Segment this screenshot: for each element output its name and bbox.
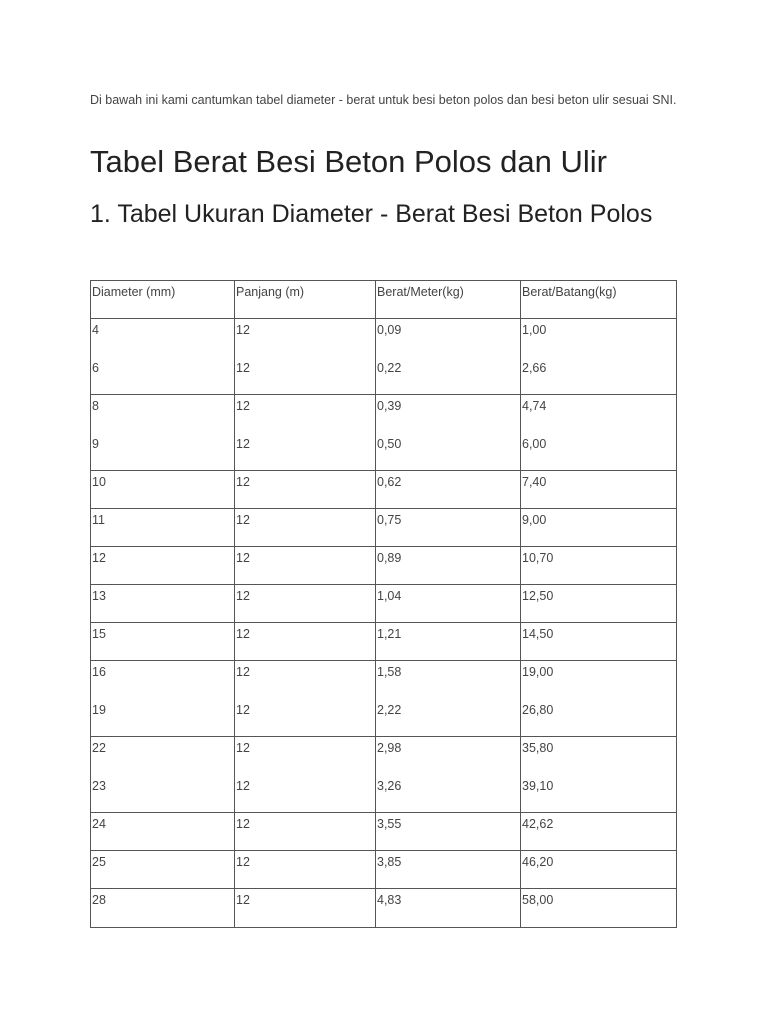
cell-value: 12 bbox=[236, 589, 250, 603]
cell-value: 4,83 bbox=[377, 893, 402, 907]
cell-value: 0,39 bbox=[377, 399, 402, 413]
cell-berat-meter bbox=[376, 851, 521, 888]
cell-diameter bbox=[91, 623, 235, 660]
cell-berat-batang bbox=[521, 547, 676, 584]
cell-panjang bbox=[235, 319, 376, 394]
cell-value: 0,50 bbox=[377, 437, 402, 451]
table-row bbox=[91, 623, 676, 661]
cell-diameter bbox=[91, 851, 235, 888]
cell-diameter bbox=[91, 661, 235, 736]
cell-diameter bbox=[91, 471, 235, 508]
cell-value: 19 bbox=[92, 703, 106, 717]
cell-diameter bbox=[91, 585, 235, 622]
table-row bbox=[91, 585, 676, 623]
table-row bbox=[91, 471, 676, 509]
cell-value: 0,75 bbox=[377, 513, 402, 527]
cell-berat-batang bbox=[521, 319, 676, 394]
cell-value: 12 bbox=[236, 817, 250, 831]
cell-value: 12 bbox=[236, 627, 250, 641]
cell-value: 2,22 bbox=[377, 703, 402, 717]
cell-value: 12 bbox=[236, 513, 250, 527]
cell-berat-batang bbox=[521, 509, 676, 546]
intro-paragraph: Di bawah ini kami cantumkan tabel diameter - berat untuk besi beton polos dan besi beton ulir sesuai SNI. bbox=[90, 93, 677, 107]
cell-value: 16 bbox=[92, 665, 106, 679]
cell-value: 3,55 bbox=[377, 817, 402, 831]
cell-panjang bbox=[235, 737, 376, 812]
cell-value: 4 bbox=[92, 323, 99, 337]
cell-value: 0,89 bbox=[377, 551, 402, 565]
table-row bbox=[91, 319, 676, 395]
cell-value: 15 bbox=[92, 627, 106, 641]
cell-value: 10,70 bbox=[522, 551, 554, 565]
cell-value: 4,74 bbox=[522, 399, 547, 413]
cell-value: 12 bbox=[236, 741, 250, 755]
cell-value: 12 bbox=[92, 551, 106, 565]
cell-value: 2,66 bbox=[522, 361, 547, 375]
cell-value: 6 bbox=[92, 361, 99, 375]
header-cell-diameter bbox=[91, 281, 235, 318]
cell-value: 22 bbox=[92, 741, 106, 755]
cell-panjang bbox=[235, 509, 376, 546]
cell-value: 7,40 bbox=[522, 475, 547, 489]
cell-value: 1,04 bbox=[377, 589, 402, 603]
cell-diameter bbox=[91, 813, 235, 850]
table-row bbox=[91, 509, 676, 547]
section-title: 1. Tabel Ukuran Diameter - Berat Besi Beton Polos bbox=[90, 200, 653, 228]
cell-berat-meter bbox=[376, 509, 521, 546]
cell-berat-batang bbox=[521, 395, 676, 470]
cell-berat-meter bbox=[376, 547, 521, 584]
table-row bbox=[91, 851, 676, 889]
cell-value: 1,58 bbox=[377, 665, 402, 679]
cell-value: 35,80 bbox=[522, 741, 554, 755]
table-row bbox=[91, 547, 676, 585]
cell-value: 9 bbox=[92, 437, 99, 451]
cell-value: 46,20 bbox=[522, 855, 554, 869]
cell-value: 8 bbox=[92, 399, 99, 413]
table-row bbox=[91, 813, 676, 851]
cell-panjang bbox=[235, 661, 376, 736]
cell-value: 12 bbox=[236, 437, 250, 451]
cell-value: 28 bbox=[92, 893, 106, 907]
cell-value: 58,00 bbox=[522, 893, 554, 907]
cell-value: 12 bbox=[236, 893, 250, 907]
cell-berat-meter bbox=[376, 737, 521, 812]
cell-diameter bbox=[91, 319, 235, 394]
cell-berat-meter bbox=[376, 623, 521, 660]
cell-berat-meter bbox=[376, 661, 521, 736]
cell-value: 12 bbox=[236, 779, 250, 793]
weight-table bbox=[90, 280, 677, 928]
cell-value: 12 bbox=[236, 855, 250, 869]
cell-berat-meter bbox=[376, 395, 521, 470]
cell-berat-meter bbox=[376, 813, 521, 850]
cell-panjang bbox=[235, 585, 376, 622]
cell-berat-batang bbox=[521, 889, 676, 927]
cell-value: 0,09 bbox=[377, 323, 402, 337]
cell-value: 12 bbox=[236, 665, 250, 679]
header-label: Berat/Batang(kg) bbox=[522, 285, 617, 299]
cell-berat-meter bbox=[376, 471, 521, 508]
cell-diameter bbox=[91, 737, 235, 812]
header-cell-berat-batang bbox=[521, 281, 676, 318]
cell-panjang bbox=[235, 623, 376, 660]
cell-value: 12 bbox=[236, 399, 250, 413]
cell-panjang bbox=[235, 471, 376, 508]
page-title: Tabel Berat Besi Beton Polos dan Ulir bbox=[90, 144, 607, 179]
cell-value: 26,80 bbox=[522, 703, 554, 717]
header-label: Diameter (mm) bbox=[92, 285, 176, 299]
cell-value: 12 bbox=[236, 551, 250, 565]
header-label: Berat/Meter(kg) bbox=[377, 285, 464, 299]
cell-diameter bbox=[91, 509, 235, 546]
cell-value: 1,21 bbox=[377, 627, 402, 641]
cell-value: 0,62 bbox=[377, 475, 402, 489]
cell-panjang bbox=[235, 889, 376, 927]
cell-value: 42,62 bbox=[522, 817, 554, 831]
table-row bbox=[91, 395, 676, 471]
cell-berat-batang bbox=[521, 851, 676, 888]
cell-berat-meter bbox=[376, 585, 521, 622]
header-cell-panjang bbox=[235, 281, 376, 318]
table-row bbox=[91, 661, 676, 737]
cell-value: 13 bbox=[92, 589, 106, 603]
cell-value: 39,10 bbox=[522, 779, 554, 793]
table-row bbox=[91, 889, 676, 927]
cell-value: 14,50 bbox=[522, 627, 554, 641]
cell-berat-meter bbox=[376, 319, 521, 394]
cell-value: 2,98 bbox=[377, 741, 402, 755]
cell-diameter bbox=[91, 547, 235, 584]
cell-value: 19,00 bbox=[522, 665, 554, 679]
cell-value: 12 bbox=[236, 475, 250, 489]
cell-berat-batang bbox=[521, 661, 676, 736]
cell-value: 12,50 bbox=[522, 589, 554, 603]
cell-berat-batang bbox=[521, 813, 676, 850]
cell-value: 25 bbox=[92, 855, 106, 869]
cell-value: 1,00 bbox=[522, 323, 547, 337]
table-header-row bbox=[91, 281, 676, 319]
cell-panjang bbox=[235, 813, 376, 850]
cell-value: 12 bbox=[236, 323, 250, 337]
cell-value: 11 bbox=[92, 513, 105, 527]
table-row bbox=[91, 737, 676, 813]
cell-panjang bbox=[235, 851, 376, 888]
cell-value: 3,85 bbox=[377, 855, 402, 869]
cell-value: 24 bbox=[92, 817, 106, 831]
header-label: Panjang (m) bbox=[236, 285, 305, 299]
cell-berat-batang bbox=[521, 623, 676, 660]
table-body bbox=[91, 319, 676, 927]
cell-diameter bbox=[91, 395, 235, 470]
cell-value: 3,26 bbox=[377, 779, 402, 793]
cell-value: 9,00 bbox=[522, 513, 547, 527]
cell-berat-batang bbox=[521, 471, 676, 508]
cell-berat-batang bbox=[521, 737, 676, 812]
header-cell-berat-meter bbox=[376, 281, 521, 318]
cell-value: 6,00 bbox=[522, 437, 547, 451]
cell-berat-batang bbox=[521, 585, 676, 622]
cell-diameter bbox=[91, 889, 235, 927]
cell-berat-meter bbox=[376, 889, 521, 927]
cell-value: 0,22 bbox=[377, 361, 402, 375]
cell-panjang bbox=[235, 395, 376, 470]
cell-value: 10 bbox=[92, 475, 106, 489]
cell-panjang bbox=[235, 547, 376, 584]
cell-value: 12 bbox=[236, 361, 250, 375]
cell-value: 23 bbox=[92, 779, 106, 793]
cell-value: 12 bbox=[236, 703, 250, 717]
